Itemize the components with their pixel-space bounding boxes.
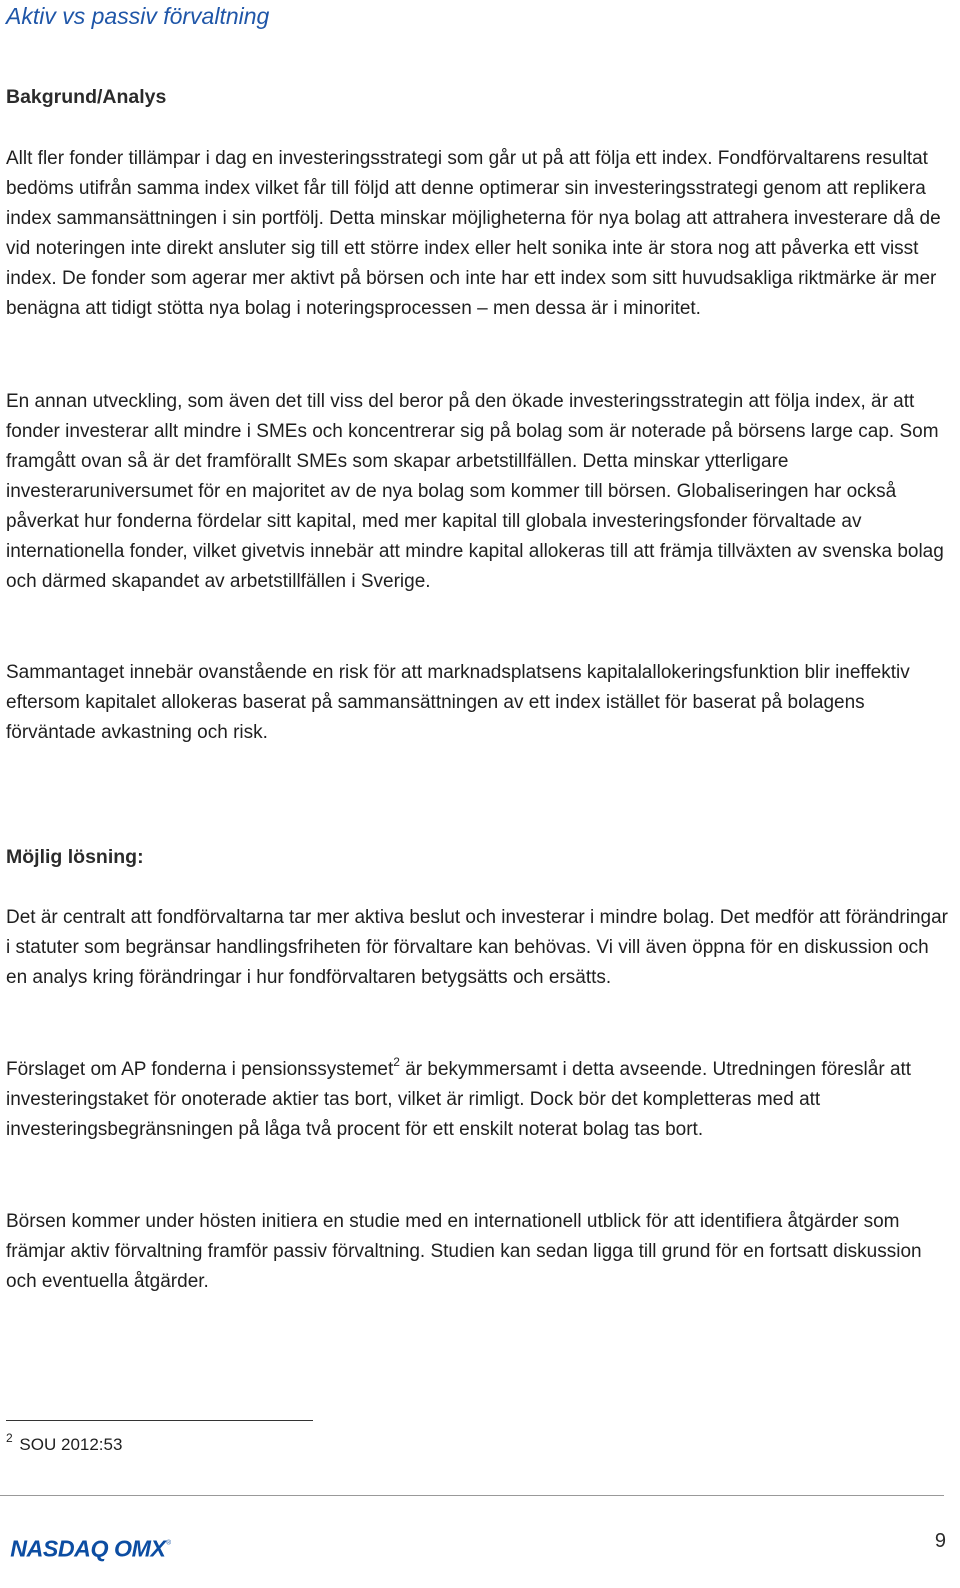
page-number: 9 — [934, 1530, 946, 1552]
section-heading-background: Bakgrund/Analys — [6, 86, 167, 108]
paragraph-2: En annan utveckling, som även det till viss del beror på den ökade investeringsstrategin att följa index, är att fonder investerar allt mindre i SMEs och koncentrerar sig på bolag som är noterade på börsens large cap. Som framgått ovan så är det framförallt SMEs som skapar arbetstillfällen. Detta minskar ytterligare investeraruniversumet för en majoritet av de nya bolag som kommer till börsen. Globaliseringen har också påverkat hur fonderna fördelar sitt kapital, med mer kapital till globala investeringsfonder förvaltade av internationella fonder, vilket givetvis innebär att mindre kapital allokeras till att främja tillväxten av svenska bolag och därmed skapandet av arbetstillfällen i Sverige. — [6, 391, 944, 592]
logo-wordmark: NASDAQ OMX — [10, 1536, 166, 1562]
paragraph-6: Börsen kommer under hösten initiera en studie med en internationell utblick för att identifiera åtgärder som främjar aktiv förvaltning framför passiv förvaltning. Studien kan sedan ligga till grund för en fortsatt diskussion och eventuella åtgärder. — [6, 1211, 922, 1292]
svg-text:®: ® — [166, 1539, 172, 1547]
paragraph-5 — [6, 1055, 948, 1145]
paragraph-5-end: är bekymmersamt i detta avseende. Utredningen föreslår att investeringstaket för onoterade aktier tas bort, vilket är rimligt. Dock bör det kompletteras med att investeringsbegränsningen på låga två procent för ett enskilt noterat bolag tas bort. — [6, 1059, 912, 1140]
paragraph-3: Sammantaget innebär ovanstående en risk för att marknadsplatsens kapitalallokeringsfunktion blir ineffektiv eftersom kapitalet allokeras baserat på sammansättningen av ett index istället för baserat på bolagens förväntade avkastning och risk. — [6, 662, 910, 743]
page-title: Aktiv vs passiv förvaltning — [6, 3, 270, 29]
footnote-reference[interactable]: 2 — [393, 1054, 400, 1069]
footnote-divider — [6, 1420, 313, 1421]
paragraph-4: Det är centralt att fondförvaltarna tar mer aktiva beslut och investerar i mindre bolag. Det medför att förändringar i statuter som begränsar handlingsfriheten för förvaltare kan behövas. Vi vill även öppna för en diskussion och en analys kring förändringar i hur fondförvaltaren betygsätts och ersätts. — [6, 907, 949, 988]
footnote-text: SOU 2012:53 — [19, 1435, 123, 1454]
footnote-mark: 2 — [6, 1431, 13, 1445]
section-heading-solution: Möjlig lösning: — [6, 846, 144, 868]
footnote — [6, 1430, 122, 1461]
paragraph-1: Allt fler fonder tillämpar i dag en investeringsstrategi som går ut på att följa ett index. Fondförvaltarens resultat bedöms utifrån samma index vilket får till följd att denne optimerar sin investeringsstrategi genom att replikera index sammansättningen i sin portfölj. Detta minskar möjligheterna för nya bolag att attrahera investerare då de vid noteringen inte direkt ansluter sig till ett större index eller helt sonika inte är stora nog att påverka ett visst index. De fonder som agerar mer aktivt på börsen och inte har ett index som sitt huvudsakliga riktmärke är mer benägna att tidigt stötta nya bolag i noteringsprocessen – men dessa är i minoritet. — [6, 148, 941, 319]
footer-divider — [0, 1495, 944, 1496]
paragraph-5-start: Förslaget om AP fonderna i pensionssystemet — [6, 1059, 394, 1080]
nasdaq-omx-logo — [4, 1536, 180, 1562]
